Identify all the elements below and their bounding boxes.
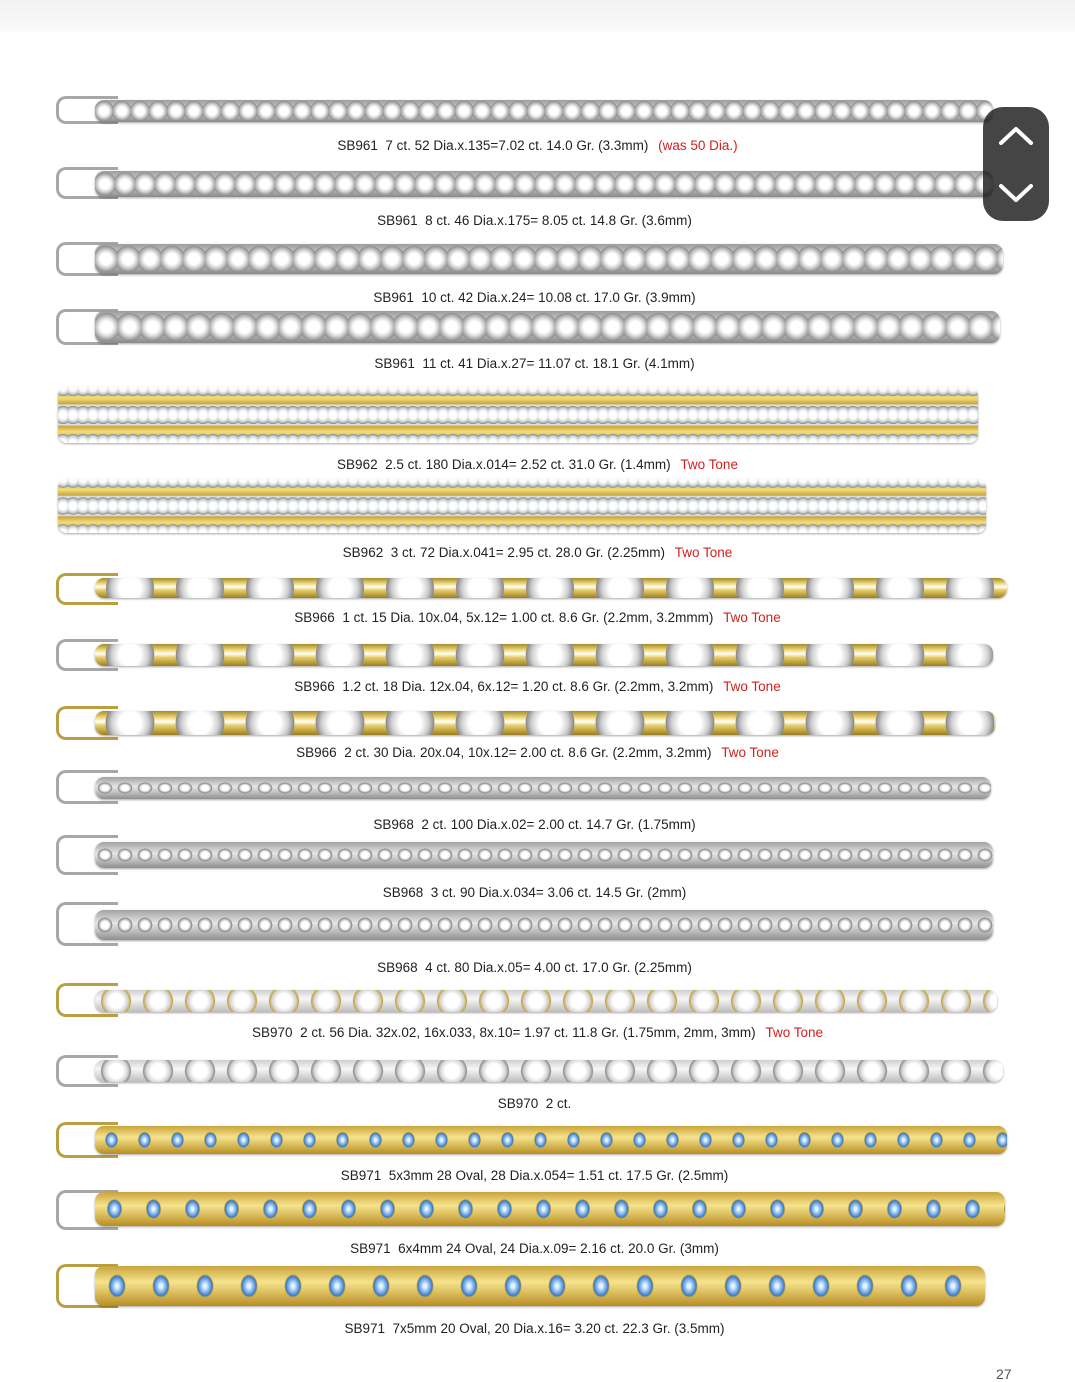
item-spec: 6x4mm 24 Oval, 24 Dia.x.09= 2.16 ct. 20.0 Gr. (3mm) — [398, 1241, 719, 1256]
caption — [0, 356, 1075, 371]
caption — [0, 290, 1075, 305]
item-code: SB961 — [377, 213, 418, 228]
item-spec: 1 ct. 15 Dia. 10x.04, 5x.12= 1.00 ct. 8.6 Gr. (2.2mm, 3.2mmm) — [342, 610, 714, 625]
caption — [0, 1025, 1075, 1040]
bracelet-image — [0, 1118, 1075, 1162]
item-code: SB968 — [377, 960, 418, 975]
item-code: SB961 — [374, 356, 415, 371]
bracelet-image — [0, 898, 1075, 950]
bracelet-image — [0, 767, 1075, 807]
item-note: Two Tone — [721, 745, 779, 760]
diamond-band — [95, 244, 1003, 274]
caption — [0, 960, 1075, 975]
marquise-band — [95, 910, 993, 940]
item-code: SB966 — [294, 610, 335, 625]
item-spec: 7x5mm 20 Oval, 20 Dia.x.16= 3.20 ct. 22.3 Gr. (3.5mm) — [392, 1321, 725, 1336]
item-spec: 10 ct. 42 Dia.x.24= 10.08 ct. 17.0 Gr. (3.9mm) — [421, 290, 696, 305]
bracelet-image — [0, 383, 1075, 447]
item-note: Two Tone — [680, 457, 738, 472]
item-code: SB968 — [373, 817, 414, 832]
item-spec: 2 ct. 56 Dia. 32x.02, 16x.033, 8x.10= 1.97 ct. 11.8 Gr. (1.75mm, 2mm, 3mm) — [300, 1025, 756, 1040]
bracelet-image — [0, 980, 1075, 1020]
sapphire-band — [95, 1192, 1005, 1226]
marquise-band — [95, 842, 993, 868]
link-band — [95, 578, 1007, 598]
bracelet-image — [0, 1052, 1075, 1090]
item-code: SB968 — [382, 885, 424, 900]
link-band — [95, 644, 993, 666]
page-number: 27 — [996, 1366, 1012, 1382]
chevron-up-icon — [997, 124, 1035, 148]
item-spec: 2.5 ct. 180 Dia.x.014= 2.52 ct. 31.0 Gr. (1.4mm) — [385, 457, 671, 472]
caption — [0, 545, 1075, 560]
item-note: (was 50 Dia.) — [658, 138, 738, 153]
item-spec: 2 ct. 100 Dia.x.02= 2.00 ct. 14.7 Gr. (1.75mm) — [421, 817, 696, 832]
bracelet-image — [0, 1260, 1075, 1314]
link-band — [95, 711, 995, 735]
item-code: SB971 — [350, 1241, 391, 1256]
item-spec: 7 ct. 52 Dia.x.135=7.02 ct. 14.0 Gr. (3.3mm) — [385, 138, 649, 153]
caption — [0, 1321, 1075, 1336]
item-spec: 1.2 ct. 18 Dia. 12x.04, 6x.12= 1.20 ct. 8.6 Gr. (2.2mm, 3.2mm) — [342, 679, 714, 694]
caption — [0, 817, 1075, 832]
bracelet-image — [0, 305, 1075, 349]
item-code: SB971 — [344, 1321, 385, 1336]
bracelet-image — [0, 570, 1075, 608]
bracelet-image — [0, 1186, 1075, 1234]
top-band — [0, 0, 1075, 32]
bracelet-image — [0, 238, 1075, 280]
item-note: Two Tone — [723, 679, 781, 694]
sapphire-band — [95, 1126, 1007, 1154]
item-note: Two Tone — [723, 610, 781, 625]
item-spec: 11 ct. 41 Dia.x.27= 11.07 ct. 18.1 Gr. (4.1mm) — [422, 356, 695, 371]
item-code: SB966 — [294, 679, 335, 694]
diamond-band — [95, 311, 1000, 343]
item-code: SB962 — [337, 457, 378, 472]
caption — [0, 457, 1075, 472]
marquise-band — [95, 777, 991, 799]
item-spec: 3 ct. 72 Dia.x.041= 2.95 ct. 28.0 Gr. (2.25mm) — [390, 545, 665, 560]
item-code: SB962 — [342, 545, 384, 560]
scroll-down-button[interactable] — [983, 164, 1049, 221]
bracelet-image — [0, 636, 1075, 674]
item-spec: 2 ct. 30 Dia. 20x.04, 10x.12= 2.00 ct. 8.6 Gr. (2.2mm, 3.2mm) — [344, 745, 712, 760]
scroll-up-button[interactable] — [983, 107, 1049, 164]
caption — [0, 610, 1075, 625]
bracelet-image — [0, 92, 1075, 128]
item-code: SB970 — [497, 1096, 539, 1111]
station-band — [95, 1060, 1003, 1082]
diamond-band — [95, 171, 993, 197]
item-spec: 8 ct. 46 Dia.x.175= 8.05 ct. 14.8 Gr. (3.6mm) — [425, 213, 692, 228]
item-code: SB971 — [340, 1168, 382, 1183]
caption — [0, 745, 1075, 760]
diamond-band — [95, 100, 993, 122]
station-band — [95, 990, 997, 1012]
item-spec: 4 ct. 80 Dia.x.05= 4.00 ct. 17.0 Gr. (2.25mm) — [425, 960, 692, 975]
caption — [0, 679, 1075, 694]
two-tone-band — [58, 387, 978, 443]
bracelet-image — [0, 703, 1075, 743]
caption — [0, 1241, 1075, 1256]
sapphire-band — [95, 1266, 985, 1306]
item-code: SB961 — [373, 290, 414, 305]
caption — [0, 1096, 1075, 1111]
caption — [0, 138, 1075, 153]
item-code: SB961 — [337, 138, 378, 153]
item-code: SB966 — [296, 745, 337, 760]
item-spec: 5x3mm 28 Oval, 28 Dia.x.054= 1.51 ct. 17.5 Gr. (2.5mm) — [388, 1168, 729, 1183]
bracelet-image — [0, 477, 1075, 537]
item-code: SB970 — [252, 1025, 293, 1040]
bracelet-image — [0, 163, 1075, 203]
bracelet-image — [0, 832, 1075, 878]
item-spec: 2 ct. — [545, 1096, 572, 1111]
item-spec: 3 ct. 90 Dia.x.034= 3.06 ct. 14.5 Gr. (2mm) — [430, 885, 687, 900]
two-tone-band — [58, 479, 986, 533]
caption — [0, 213, 1075, 228]
item-note: Two Tone — [674, 545, 733, 560]
page-nav-control — [983, 107, 1049, 221]
item-note: Two Tone — [765, 1025, 823, 1040]
chevron-down-icon — [997, 181, 1035, 205]
caption — [0, 1168, 1075, 1183]
